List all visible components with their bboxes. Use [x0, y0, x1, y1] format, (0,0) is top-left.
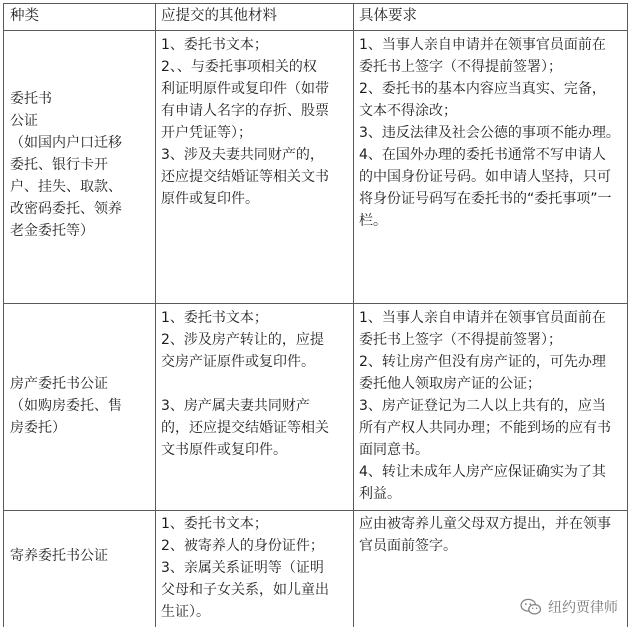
material-line: 利证明原件或复印件（如带 [161, 81, 329, 97]
requirement-line: 委托书上签字（不得提前签署）； [359, 332, 562, 348]
material-line: 文书原件或复印件。 [161, 442, 287, 458]
material-line [161, 373, 351, 395]
requirement-line: 1、当事人亲自申请并在领事官员面前在 [359, 310, 606, 326]
material-line: 1、委托书文本； [161, 310, 268, 326]
material-line: 1、委托书文本； [161, 37, 268, 53]
requirement-line: 委托他人领取房产证的公证； [359, 376, 541, 392]
requirement-line: 3、违反法律及社会公德的事项不能办理。 [359, 125, 620, 141]
category-line: 委托书 [10, 91, 52, 107]
requirement-line: 所有产权人共同办理；不能到场的应有书 [359, 420, 611, 436]
requirement-line: 官员面前签字。 [359, 538, 457, 554]
requirement-line: 将身份证号码写在委托书的“委托事项”一 [359, 191, 612, 207]
requirement-line: 的中国身份证号码。如申请人坚持，只可 [359, 169, 611, 185]
notary-table [3, 3, 628, 627]
category-line: 公证 [10, 113, 38, 129]
row-divider [4, 510, 627, 511]
category-foster-care-poa [10, 545, 152, 567]
materials-property-poa [161, 307, 351, 461]
material-line: 1、委托书文本； [161, 516, 268, 532]
watermark-text: 纽约贾律师 [548, 600, 618, 616]
requirement-line: 1、当事人亲自申请并在领事官员面前在 [359, 37, 606, 53]
header-requirements: 具体要求 [359, 8, 417, 24]
header-category: 种类 [10, 8, 39, 24]
material-line: 2、涉及房产转让的，应提 [161, 332, 324, 348]
category-line: 寄养委托书公证 [10, 548, 108, 564]
material-line: 3、房产属夫妻共同财产 [161, 398, 310, 414]
requirements-foster-care-poa [359, 513, 627, 557]
material-line: 还应提交结婚证等相关文书 [161, 169, 329, 185]
header-materials: 应提交的其他材料 [161, 8, 277, 24]
category-power-of-attorney [10, 88, 152, 242]
column-divider [353, 4, 354, 627]
material-line: 的，还应提交结婚证等相关 [161, 420, 329, 436]
material-line: 生证）。 [161, 604, 210, 620]
category-line: 房产委托书公证 [10, 376, 108, 392]
requirement-line: 面同意书。 [359, 442, 429, 458]
column-divider [155, 4, 156, 627]
material-line: 2、、与委托事项相关的权 [161, 59, 317, 75]
requirement-line: 文本不得涂改； [359, 103, 457, 119]
category-line: （如国内户口迁移 [10, 135, 122, 151]
watermark [520, 597, 618, 617]
material-line: 有申请人名字的存折、股票 [161, 103, 329, 119]
row-divider [4, 303, 627, 304]
material-line: 开户凭证等）； [161, 125, 252, 141]
material-line: 2、被寄养人的身份证件； [161, 538, 324, 554]
requirement-line: 栏。 [359, 213, 387, 229]
requirement-line: 4、转让未成年人房产应保证确实为了其 [359, 464, 606, 480]
requirements-power-of-attorney [359, 34, 627, 232]
category-line: 房委托） [10, 420, 66, 436]
requirement-line: 利益。 [359, 486, 401, 502]
material-line: 交房产证原件或复印件。 [161, 354, 315, 370]
category-line: 改密码委托、领养 [10, 201, 122, 217]
requirement-line: 委托书上签字（不得提前签署）； [359, 59, 562, 75]
requirement-line: 2、委托书的基本内容应当真实、完备， [359, 81, 606, 97]
category-line: （如购房委托、售 [10, 398, 122, 414]
category-line: 委托、银行卡开 [10, 157, 108, 173]
requirement-line: 应由被寄养儿童父母双方提出，并在领事 [359, 516, 611, 532]
material-line: 3、涉及夫妻共同财产的， [161, 147, 324, 163]
materials-foster-care-poa [161, 513, 351, 623]
requirements-property-poa [359, 307, 627, 505]
category-property-poa [10, 373, 152, 439]
wechat-icon [520, 598, 542, 616]
material-line: 原件或复印件。 [161, 191, 259, 207]
requirement-line: 3、房产证登记为二人以上共有的，应当 [359, 398, 606, 414]
requirement-line: 4、在国外办理的委托书通常不写申请人 [359, 147, 606, 163]
material-line: 3、亲属关系证明等（证明 [161, 560, 324, 576]
materials-power-of-attorney [161, 34, 351, 210]
category-line: 户、挂失、取款、 [10, 179, 122, 195]
row-divider [4, 30, 627, 31]
material-line: 父母和子女关系，如儿童出 [161, 582, 329, 598]
requirement-line: 2、转让房产但没有房产证的，可先办理 [359, 354, 606, 370]
category-line: 老金委托等） [10, 223, 94, 239]
